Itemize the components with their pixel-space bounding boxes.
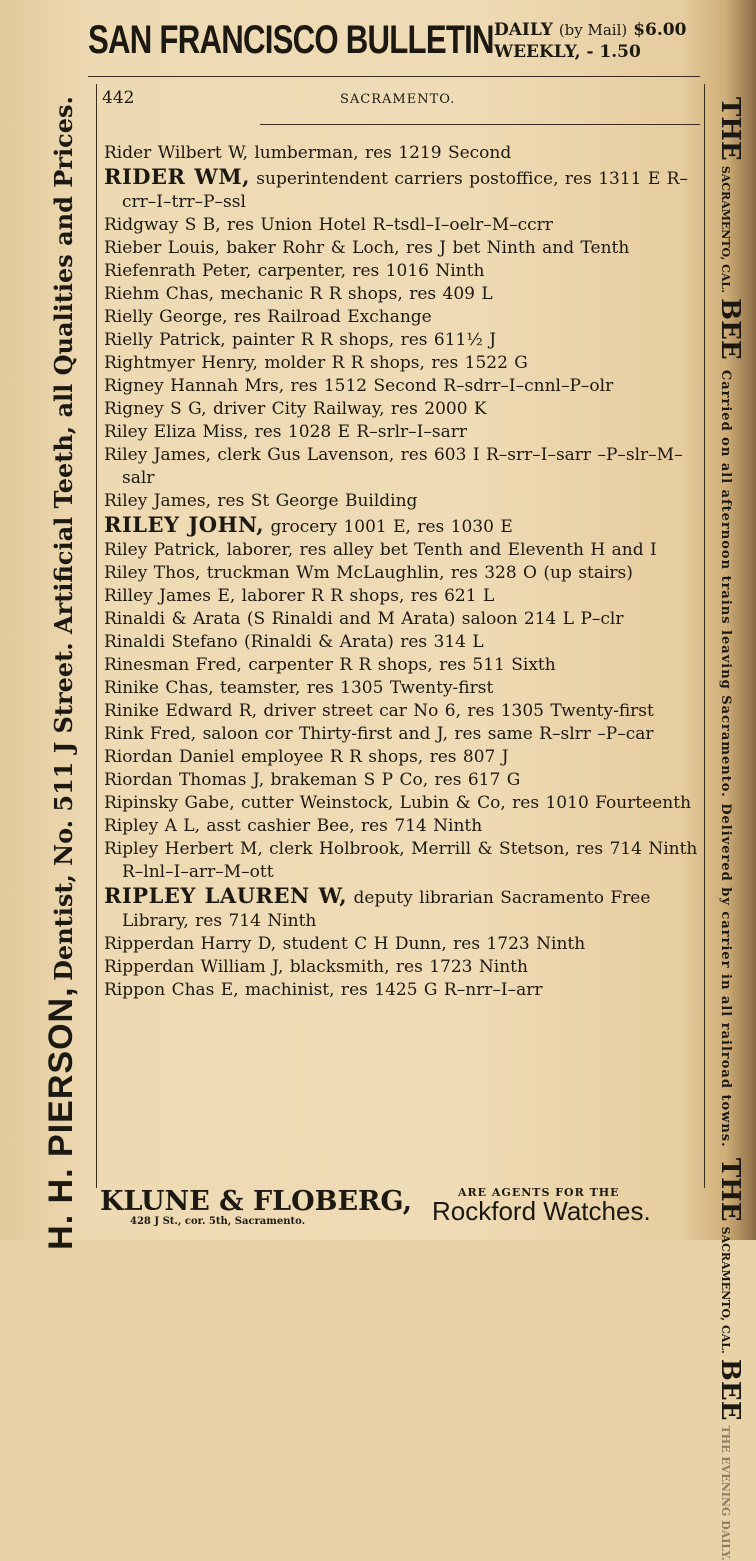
- entry-text: Riley Thos, truckman Wm McLaughlin, res 328 O (up stairs): [104, 563, 633, 583]
- page-number: 442: [102, 88, 135, 108]
- directory-entry: [104, 933, 698, 956]
- page-header-advert: [88, 14, 708, 74]
- entry-text: Rightmyer Henry, molder R R shops, res 1522 G: [104, 353, 528, 373]
- directory-entry: [104, 444, 698, 490]
- entry-name-bold: RIDER WM,: [104, 164, 250, 189]
- directory-entry: [104, 838, 698, 884]
- directory-entry: [104, 421, 698, 444]
- entry-text: Riley Patrick, laborer, res alley bet Tenth and Eleventh H and I: [104, 540, 657, 560]
- bee-logo-top: BEE: [715, 298, 745, 360]
- entry-text: deputy librarian Sacramento Free Library, res 714 Ninth: [122, 888, 651, 931]
- directory-entry: [104, 746, 698, 769]
- directory-entry: [104, 884, 698, 933]
- directory-entry: [104, 490, 698, 513]
- directory-entry: [104, 956, 698, 979]
- weekly-dash: -: [586, 42, 594, 62]
- directory-entry: [104, 700, 698, 723]
- right-margin-advert: [705, 92, 755, 1561]
- directory-entry: [104, 237, 698, 260]
- footer-agents: ARE AGENTS FOR THE: [458, 1186, 620, 1199]
- directory-entry: [104, 769, 698, 792]
- daily-label: DAILY: [494, 20, 553, 40]
- directory-entry: [104, 608, 698, 631]
- entry-text: Rigney S G, driver City Railway, res 2000 K: [104, 399, 487, 419]
- running-head: SACRAMENTO.: [340, 92, 456, 107]
- dentist-name: H. H. PIERSON,: [42, 986, 80, 1250]
- entry-text: grocery 1001 E, res 1030 E: [264, 517, 513, 537]
- directory-entry: [104, 260, 698, 283]
- directory-entry: [104, 677, 698, 700]
- directory-entry: [104, 329, 698, 352]
- entry-text: Rinaldi Stefano (Rinaldi & Arata) res 314 L: [104, 632, 484, 652]
- footer-firm: KLUNE & FLOBERG,: [100, 1186, 412, 1217]
- entry-text: Rinaldi & Arata (S Rinaldi and M Arata) saloon 214 L P–clr: [104, 609, 624, 629]
- directory-entry: [104, 979, 698, 1002]
- entry-text: Rinesman Fred, carpenter R R shops, res 511 Sixth: [104, 655, 556, 675]
- directory-entry: [104, 654, 698, 677]
- entry-text: Ripperdan William J, blacksmith, res 1723 Ninth: [104, 957, 528, 977]
- directory-entry: [104, 283, 698, 306]
- directory-entry: [104, 165, 698, 214]
- footer-product: Rockford Watches.: [432, 1196, 651, 1226]
- entry-text: Riley James, clerk Gus Lavenson, res 603 I R–srr–I–sarr –P–slr–M–salr: [104, 445, 683, 488]
- directory-entry: [104, 792, 698, 815]
- bulletin-title: SAN FRANCISCO BULLETIN: [88, 18, 494, 62]
- directory-entry: [104, 398, 698, 421]
- entry-text: Rippon Chas E, machinist, res 1425 G R–nrr–I–arr: [104, 980, 543, 1000]
- bee-advert-text: THE SACRAMENTO, CAL. BEE Carried on all afternoon trains leaving Sacramento. Delivered by carrier in all railroad towns. THE SACRAMENTO, CAL. BEE THE EVENING DAILY.: [715, 97, 745, 1561]
- entry-text: Ripley A L, asst cashier Bee, res 714 Ninth: [104, 816, 483, 836]
- entry-text: Rinike Edward R, driver street car No 6, res 1305 Twenty-first: [104, 701, 654, 721]
- daily-price-line: [494, 20, 686, 40]
- left-margin-advert: [42, 78, 108, 1268]
- entry-text: Ripperdan Harry D, student C H Dunn, res 1723 Ninth: [104, 934, 586, 954]
- entry-name-bold: RILEY JOHN,: [104, 512, 265, 537]
- entry-text: Rilley James E, laborer R R shops, res 621 L: [104, 586, 495, 606]
- directory-entry: [104, 142, 698, 165]
- directory-listing: [104, 142, 698, 1002]
- entry-text: Rink Fred, saloon cor Thirty-first and J, res same R–slrr –P–car: [104, 724, 654, 744]
- bee-logo-bottom: BEE: [715, 1358, 745, 1421]
- entry-text: Rigney Hannah Mrs, res 1512 Second R–sdrr–I–cnnl–P–olr: [104, 376, 614, 396]
- directory-entry: [104, 562, 698, 585]
- entry-text: Rieber Louis, baker Rohr & Loch, res J bet Ninth and Tenth: [104, 238, 630, 258]
- directory-entry: [104, 815, 698, 838]
- entry-text: Rider Wilbert W, lumberman, res 1219 Second: [104, 143, 512, 163]
- footer-address: 428 J St., cor. 5th, Sacramento.: [130, 1216, 306, 1227]
- directory-entry: [104, 631, 698, 654]
- directory-entry: [104, 539, 698, 562]
- footer-advert: [100, 1186, 720, 1226]
- daily-price: $6.00: [633, 20, 687, 40]
- directory-entry: [104, 214, 698, 237]
- entry-text: superintendent carriers postoffice, res 1311 E R–crr–I–trr–P–ssl: [122, 169, 688, 212]
- header-rule: [88, 76, 700, 77]
- weekly-label: WEEKLY,: [494, 42, 581, 62]
- entry-text: Ridgway S B, res Union Hotel R–tsdl–I–oelr–M–ccrr: [104, 215, 553, 235]
- directory-entry: [104, 585, 698, 608]
- running-head-rule: [260, 124, 700, 125]
- directory-entry: [104, 513, 698, 539]
- directory-entry: [104, 723, 698, 746]
- entry-text: Rinike Chas, teamster, res 1305 Twenty-first: [104, 678, 494, 698]
- directory-entry: [104, 352, 698, 375]
- entry-text: Riordan Thomas J, brakeman S P Co, res 617 G: [104, 770, 521, 790]
- entry-name-bold: RIPLEY LAUREN W,: [104, 883, 348, 908]
- entry-text: Rielly Patrick, painter R R shops, res 611½ J: [104, 330, 497, 350]
- entry-text: Rielly George, res Railroad Exchange: [104, 307, 432, 327]
- entry-text: Ripley Herbert M, clerk Holbrook, Merrill & Stetson, res 714 Ninth R–lnl–I–arr–M–ott: [104, 839, 698, 882]
- directory-entry: [104, 306, 698, 329]
- entry-text: Riley Eliza Miss, res 1028 E R–srlr–I–sarr: [104, 422, 467, 442]
- entry-text: Riordan Daniel employee R R shops, res 807 J: [104, 747, 509, 767]
- entry-text: Riley James, res St George Building: [104, 491, 418, 511]
- bee-overlay: THE EVENING DAILY.: [719, 1425, 732, 1561]
- entry-text: Ripinsky Gabe, cutter Weinstock, Lubin & Co, res 1010 Fourteenth: [104, 793, 692, 813]
- weekly-price: 1.50: [599, 42, 641, 62]
- dentist-text: Dentist, No. 511 J Street. Artificial Teeth, all Qualities and Prices.: [49, 96, 78, 981]
- left-column-rule: [96, 84, 97, 1188]
- entry-text: Riehm Chas, mechanic R R shops, res 409 L: [104, 284, 493, 304]
- weekly-price-line: [494, 42, 641, 62]
- directory-entry: [104, 375, 698, 398]
- by-mail-label: (by Mail): [558, 21, 628, 39]
- entry-text: Riefenrath Peter, carpenter, res 1016 Ninth: [104, 261, 485, 281]
